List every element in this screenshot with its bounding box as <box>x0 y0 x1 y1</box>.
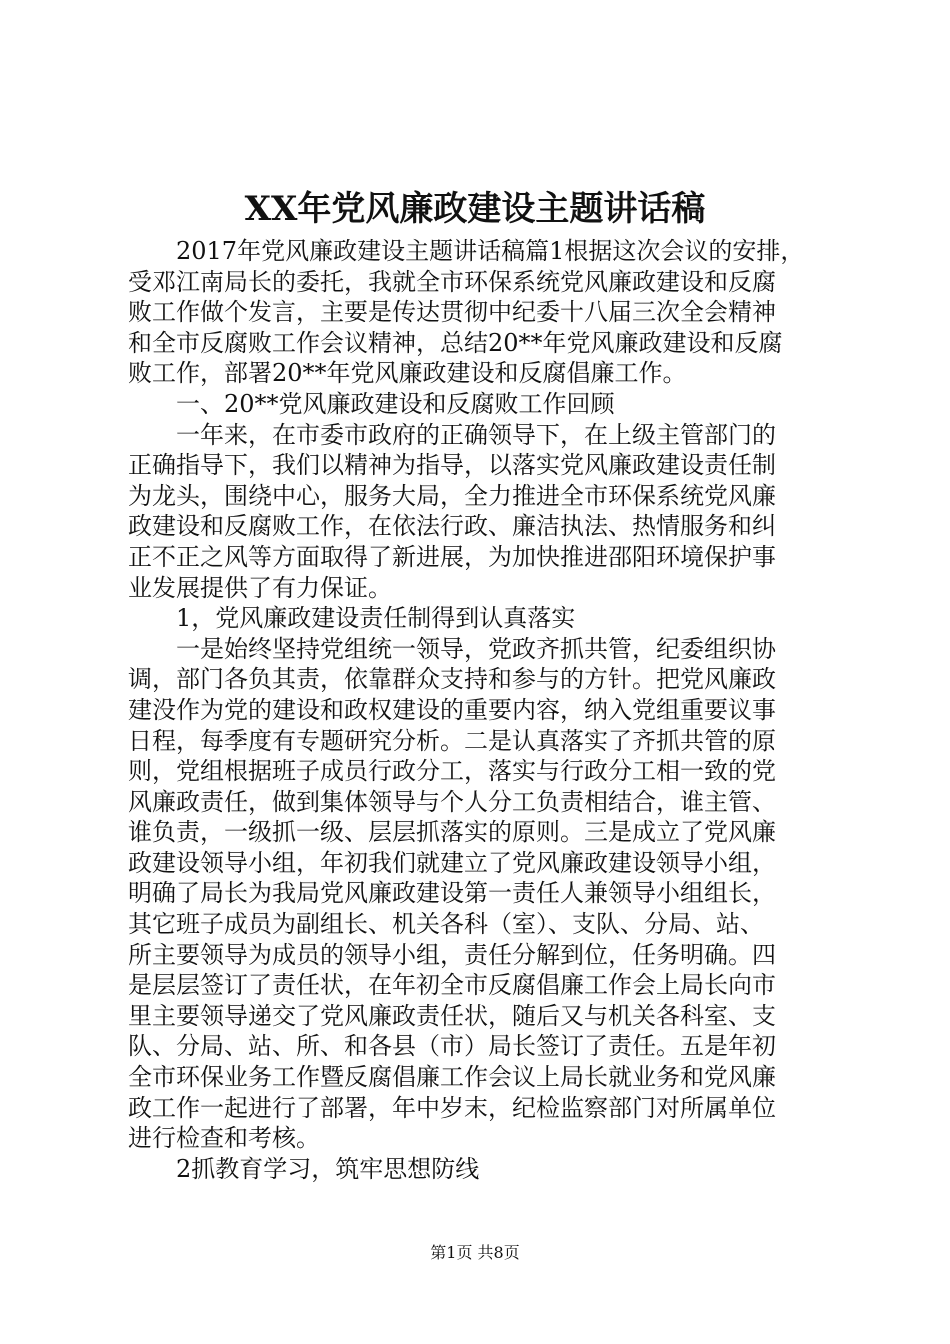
text-line: 正不正之风等方面取得了新进展，为加快推进邵阳环境保护事 <box>128 542 776 571</box>
text-line: 政建设和反腐败工作，在依法行政、廉洁执法、热情服务和纠 <box>128 512 776 541</box>
text-line: 为龙头，围绕中心，服务大局，全力推进全市环保系统党风廉 <box>128 481 776 510</box>
text-line: 是层层签订了责任状，在年初全市反腐倡廉工作会上局长向市 <box>128 971 776 1000</box>
section-heading: 一、20**党风廉政建设和反腐败工作回顾 <box>128 389 615 418</box>
text-line: 调，部门各负其责，依靠群众支持和参与的方针。把党风廉政 <box>128 665 776 694</box>
text-line: 进行检查和考核。 <box>128 1124 320 1153</box>
text-line: 全市环保业务工作暨反腐倡廉工作会议上局长就业务和党风廉 <box>128 1063 776 1092</box>
text-line: 队、分局、站、所、和各县（市）局长签订了责任。五是年初 <box>128 1032 776 1061</box>
text-line: 败工作，部署20**年党风廉政建设和反腐倡廉工作。 <box>128 359 687 388</box>
text-line: 一是始终坚持党组统一领导，党政齐抓共管，纪委组织协 <box>128 634 776 663</box>
text-line: 正确指导下，我们以精神为指导，以落实党风廉政建设责任制 <box>128 451 776 480</box>
page-footer: 第1页 共8页 <box>430 1243 520 1262</box>
subsection-heading: 1，党风廉政建设责任制得到认真落实 <box>128 604 576 633</box>
text-line: 里主要领导递交了党风廉政责任状，随后又与机关各科室、支 <box>128 1001 776 1030</box>
text-line: 受邓江南局长的委托，我就全市环保系统党风廉政建设和反腐 <box>128 267 776 296</box>
text-line: 政建设领导小组，年初我们就建立了党风廉政建设领导小组， <box>128 848 776 877</box>
text-line: 败工作做个发言，主要是传达贯彻中纪委十八届三次全会精神 <box>128 298 776 327</box>
subsection-heading: 2抓教育学习，筑牢思想防线 <box>128 1154 480 1183</box>
text-line: 业发展提供了有力保证。 <box>128 573 392 602</box>
text-line: 日程，每季度有专题研究分析。二是认真落实了齐抓共管的原 <box>128 726 776 755</box>
text-line: 一年来，在市委市政府的正确领导下，在上级主管部门的 <box>128 420 776 449</box>
text-line: 风廉政责任，做到集体领导与个人分工负责相结合，谁主管、 <box>128 787 776 816</box>
text-line: 其它班子成员为副组长、机关各科（室）、支队、分局、站、 <box>128 910 764 939</box>
text-line: 和全市反腐败工作会议精神，总结20**年党风廉政建设和反腐 <box>128 328 783 357</box>
document-title: XX年党风廉政建设主题讲话稿 <box>244 189 706 229</box>
text-line: 建没作为党的建设和政权建设的重要内容，纳入党组重要议事 <box>128 695 776 724</box>
text-line: 明确了局长为我局党风廉政建设第一责任人兼领导小组组长， <box>128 879 776 908</box>
document-body <box>128 236 838 1184</box>
text-line: 2017年党风廉政建设主题讲话稿篇1根据这次会议的安排， <box>128 237 805 265</box>
text-line: 政工作一起进行了部署，年中岁末，纪检监察部门对所属单位 <box>128 1093 776 1122</box>
text-line: 谁负责，一级抓一级、层层抓落实的原则。三是成立了党风廉 <box>128 818 776 847</box>
text-line: 则，党组根据班子成员行政分工，落实与行政分工相一致的党 <box>128 757 776 786</box>
text-line: 所主要领导为成员的领导小组，责任分解到位，任务明确。四 <box>128 940 776 969</box>
